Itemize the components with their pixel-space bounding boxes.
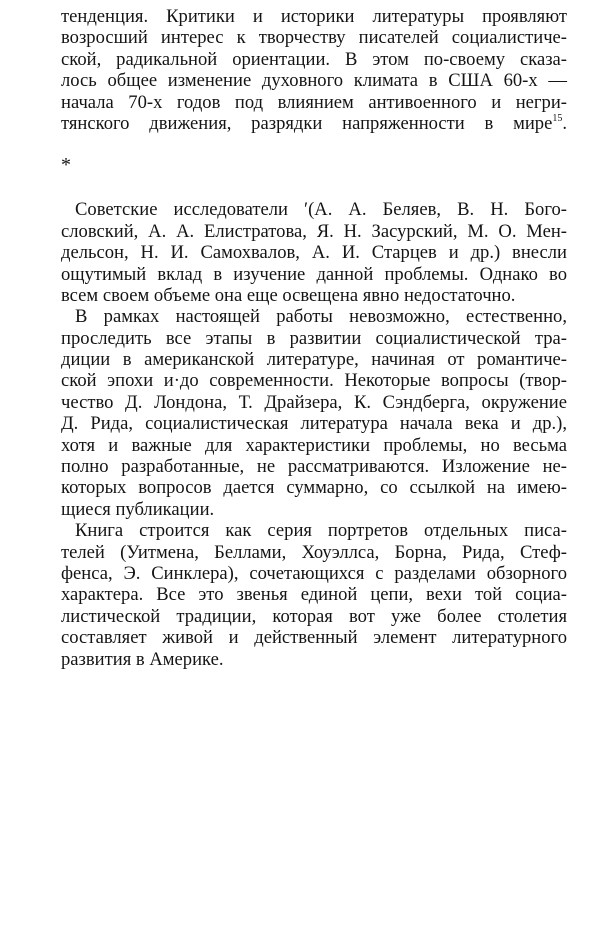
text-line-with-footnote: тянского движения, разрядки напряженности в мире$^{15}$. bbox=[61, 112, 567, 134]
footnote-reference: 15 bbox=[552, 112, 563, 124]
spacer bbox=[61, 175, 567, 199]
text-line: полно разработанные, не рассматриваются. Изложение не- bbox=[61, 456, 567, 478]
text-line: Советские исследователи ′(А. А. Беляев, В. Н. Бого- bbox=[75, 199, 567, 221]
text-line: проследить все этапы в развитии социалистической тра- bbox=[61, 327, 567, 349]
text-line: тенденция. Критики и историки литературы проявляют bbox=[61, 6, 567, 27]
section-separator: * bbox=[61, 154, 71, 177]
text-line: фенса, Э. Синклера), сочетающихся с разделами обзорного bbox=[61, 562, 567, 584]
text-line: словский, А. А. Елистратова, Я. Н. Засурский, М. О. Мен- bbox=[61, 220, 567, 242]
text-line: Книга строится как серия портретов отдельных писа- bbox=[75, 520, 567, 542]
text-line: возросший интерес к творчеству писателей социалистиче- bbox=[61, 27, 567, 49]
text-line: В рамках настоящей работы невозможно, естественно, bbox=[75, 306, 567, 328]
text-line: телей (Уитмена, Беллами, Хоуэллса, Борна, Рида, Стеф- bbox=[61, 541, 567, 563]
paragraph-continuation bbox=[61, 6, 567, 134]
text-line: начала 70-х годов под влиянием антивоенного и негри- bbox=[61, 91, 567, 113]
paragraph-soviet-researchers bbox=[61, 199, 567, 306]
text-line: ощутимый вклад в изучение данной проблемы. Однако во bbox=[61, 263, 567, 285]
paragraph-book-structure bbox=[61, 520, 567, 670]
text-line: характера. Все это звенья единой цепи, вехи той социа- bbox=[61, 584, 567, 606]
text-line: чество Д. Лондона, Т. Драйзера, К. Сэндберга, окружение bbox=[61, 391, 567, 413]
text-line: которых вопросов дается суммарно, со ссылкой на имею- bbox=[61, 477, 567, 499]
page-text bbox=[61, 6, 567, 670]
text-line: диции в американской литературе, начиная от романтиче- bbox=[61, 349, 567, 371]
text-line: ской, радикальной ориентации. В этом по-своему сказа- bbox=[61, 48, 567, 70]
text-line: хотя и важные для характеристики проблемы, но весьма bbox=[61, 434, 567, 456]
text-line: тянского движения, разрядки напряженности в мире bbox=[61, 112, 553, 134]
text-line: дельсон, Н. И. Самохвалов, А. И. Старцев и др.) внесли bbox=[61, 242, 567, 264]
text-line: ской эпохи и·до современности. Некоторые вопросы (твор- bbox=[61, 370, 567, 392]
text-line: всем своем объеме она еще освещена явно недостаточно. bbox=[61, 284, 516, 306]
text-line: лось общее изменение духовного климата в США 60-х — bbox=[61, 70, 567, 92]
text-line: развития в Америке. bbox=[61, 648, 224, 670]
text-line: Д. Рида, социалистическая литература начала века и др.), bbox=[61, 413, 567, 435]
paragraph-scope bbox=[61, 306, 567, 520]
text-line: щиеся публикации. bbox=[61, 498, 215, 520]
text-line: составляет живой и действенный элемент литературного bbox=[61, 627, 567, 649]
text-line: листической традиции, которая вот уже более столетия bbox=[61, 605, 567, 627]
